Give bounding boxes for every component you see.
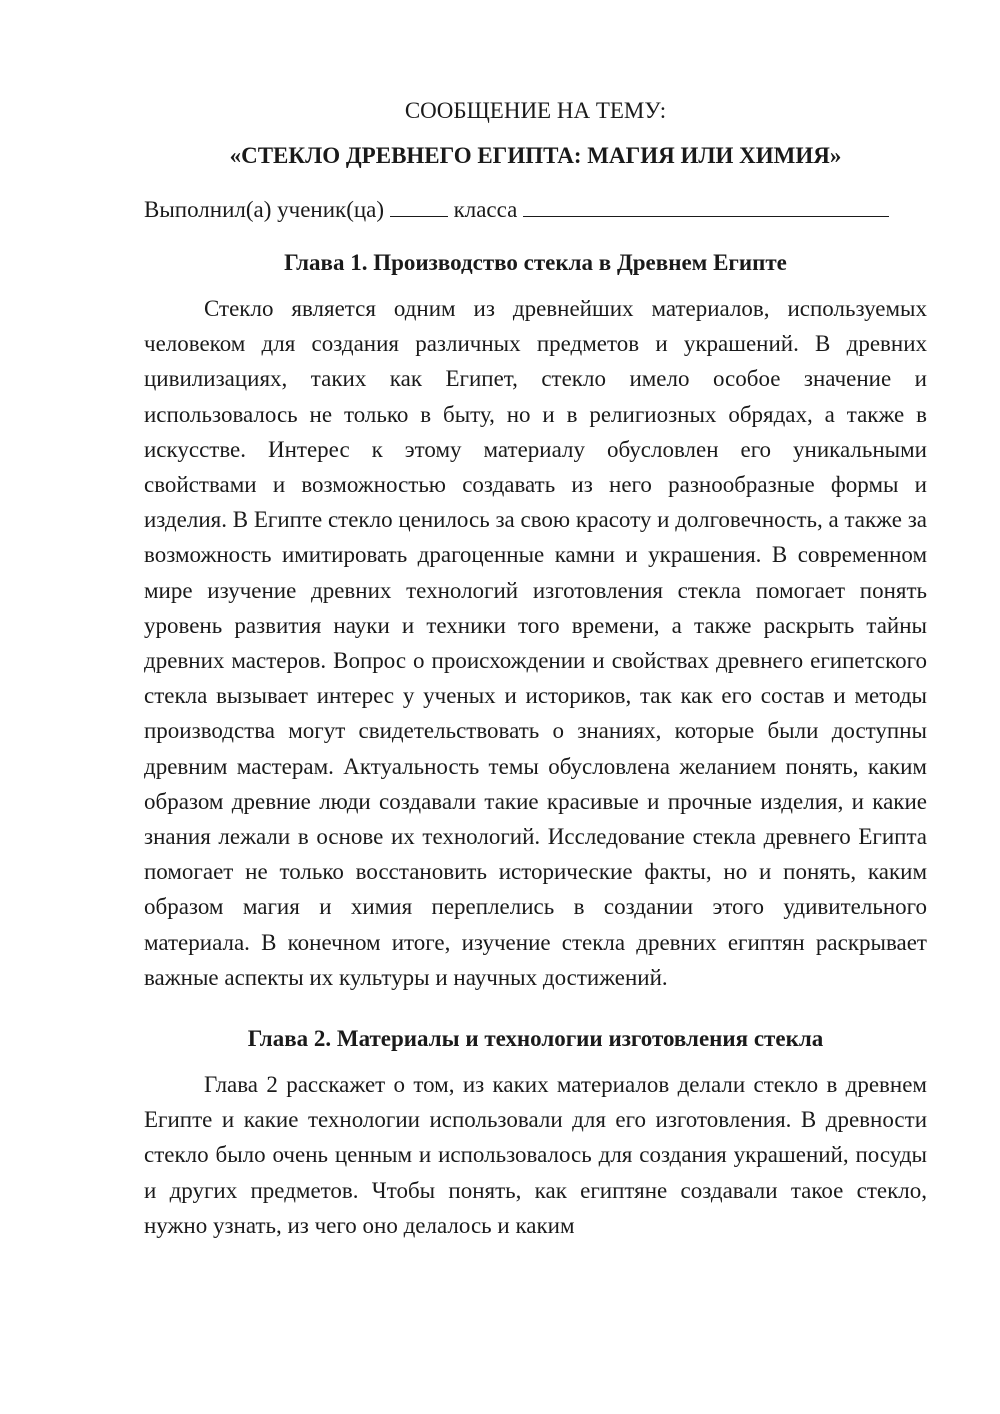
chapter1-heading: Глава 1. Производство стекла в Древнем Египте bbox=[284, 250, 787, 275]
header-subject-line: СООБЩЕНИЕ НА ТЕМУ: bbox=[404, 98, 667, 123]
chapter1-paragraph: Стекло является одним из древнейших материалов, используемых человеком для создания различных предметов и украшений. В древних цивилизациях, таких как Египет, стекло имело особое значение и использовалось не только в быту, но и в религиозных обрядах, а также в искусстве. Интерес к этому материалу обусловлен его уникальными свойствами и возможностью создавать из него разнообразные формы и изделия. В Египте стекло ценилось за свою красоту и долговечность, а также за возможность имитировать драгоценные камни и украшения. В современном мире изучение древних технологий изготовления стекла помогает понять уровень развития науки и техники того времени, а также раскрыть тайны древних мастеров. Вопрос о происхождении и свойствах древнего египетского стекла вызывает интерес у ученых и историков, так как его состав и методы производства могут свидетельствовать о знаниях, которые были доступны древним мастерам. Актуальность темы обусловлена желанием понять, каким образом древние люди создавали такие красивые и прочные изделия, и какие знания лежали в основе их технологий. Исследование стекла древнего Египта помогает не только восстановить исторические факты, но и понять, каким образом магия и химия переплелись в создании этого удивительного материала. В конечном итоге, изучение стекла древних египтян раскрывает важные аспекты их культуры и научных достижений. bbox=[144, 296, 927, 990]
student-label: Выполнил(а) ученик(ца) bbox=[144, 197, 385, 222]
student-name-blank bbox=[523, 192, 889, 217]
class-number-blank bbox=[390, 192, 448, 217]
performer-line bbox=[144, 192, 927, 228]
class-label: класса bbox=[453, 197, 518, 222]
chapter2-paragraph: Глава 2 расскажет о том, из каких материалов делали стекло в древнем Египте и какие технологии использовали для его изготовления. В древности стекло было очень ценным и использовалось для создания украшений, посуды и других предметов. Чтобы понять, как египтяне создавали такое стекло, нужно узнать, из чего оно делалось и каким bbox=[144, 1072, 927, 1238]
chapter2-heading: Глава 2. Материалы и технологии изготовления стекла bbox=[247, 1026, 824, 1052]
document-title: «СТЕКЛО ДРЕВНЕГО ЕГИПТА: МАГИЯ ИЛИ ХИМИЯ» bbox=[229, 143, 842, 168]
